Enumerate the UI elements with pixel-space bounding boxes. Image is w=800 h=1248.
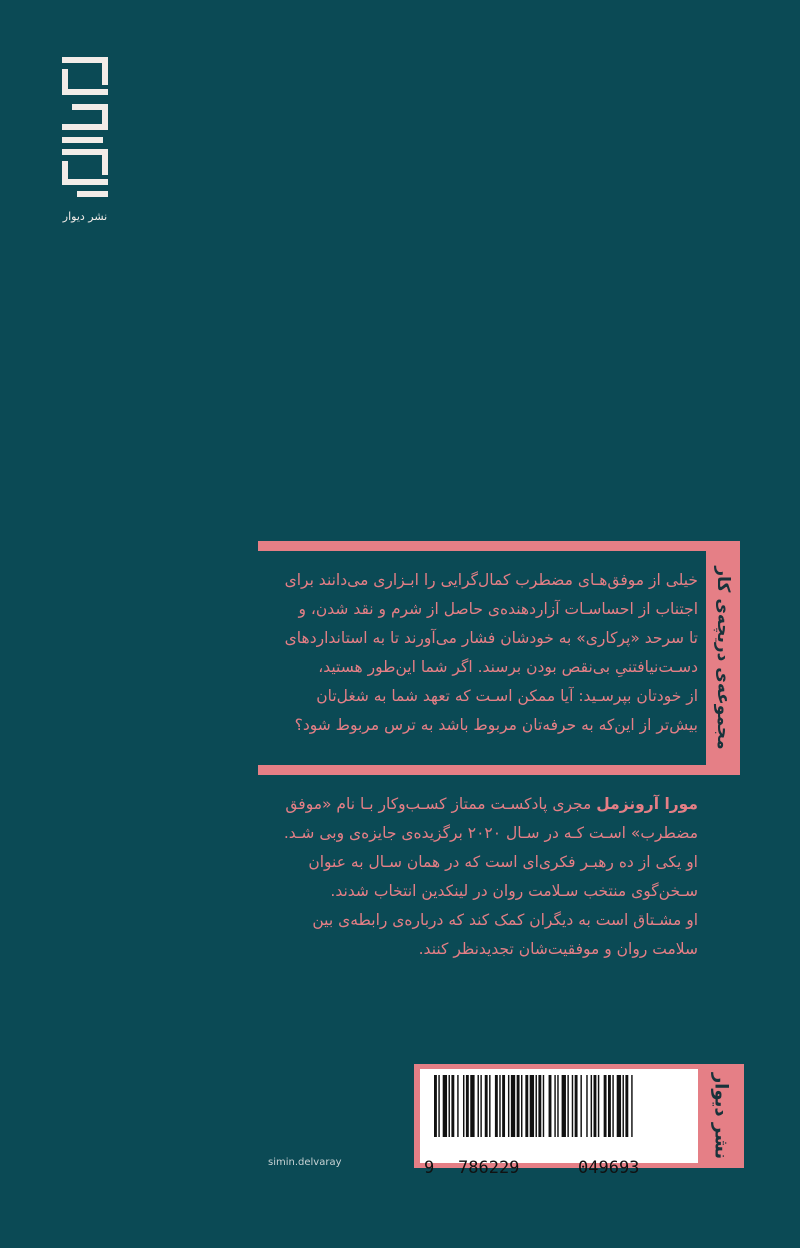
blurb-line: خیلی از موفق‌هـای مضطرب کمال‌گرایی را ابـزاری می‌دانند برای xyxy=(284,571,698,589)
barcode-bar xyxy=(478,1075,479,1137)
barcode-digit-group: 049693 xyxy=(578,1158,640,1178)
blurb-line: تا سرحد «پرکاری» به خودشان فشار می‌آورند تا به استانداردهای xyxy=(284,629,698,647)
author-bio-line: سـخن‌گوی منتخب سـلامت روان در لینکدین انتخاب شدند. xyxy=(330,882,698,900)
barcode xyxy=(420,1069,698,1178)
barcode-bar xyxy=(521,1075,522,1137)
author-bio-line: سلامت روان و موفقیت‌شان تجدیدنظر کنند. xyxy=(418,940,698,958)
barcode-bar xyxy=(594,1075,597,1137)
author-name: مورا آرونزمل xyxy=(596,795,698,813)
barcode-bar xyxy=(530,1075,534,1137)
barcode-bar xyxy=(463,1075,464,1137)
blurb-line: دسـت‌نیافتنیِ بی‌نقص بودن برسند. اگر شما این‌طور هستید، xyxy=(318,658,698,676)
barcode-publisher xyxy=(698,1064,744,1168)
barcode-bar xyxy=(499,1075,500,1137)
author-bio xyxy=(258,790,698,964)
barcode-bar xyxy=(543,1075,544,1137)
series-bar xyxy=(706,541,740,775)
publisher-logo xyxy=(60,52,110,202)
barcode-bar xyxy=(608,1075,611,1137)
barcode-bar xyxy=(557,1075,558,1137)
barcode-bar xyxy=(598,1075,599,1137)
barcode-bar xyxy=(434,1075,437,1137)
barcode-publisher-label: نشر دیوار xyxy=(710,1072,732,1160)
barcode-bar xyxy=(457,1075,458,1137)
barcode-bar xyxy=(572,1075,573,1137)
author-bio-line: مضطرب» اسـت کـه در سـال ۲۰۲۰ برگزیده‌ی جایزه‌ی وبی شـد. xyxy=(283,824,698,842)
barcode-digit-group: 786229 xyxy=(458,1158,520,1178)
barcode-bar xyxy=(591,1075,592,1137)
blurb-line: اجتناب از احساسـات آزاردهنده‌ی حاصل از شرم و نقد شدن، و xyxy=(298,600,698,618)
barcode-bars xyxy=(434,1075,684,1137)
author-bio-line: او مشـتاق است به دیگران کمک کند که درباره‌ی رابطه‌ی بین xyxy=(312,911,698,929)
barcode-bar xyxy=(443,1075,447,1137)
barcode-bar xyxy=(449,1075,450,1137)
barcode-bar xyxy=(489,1075,490,1137)
designer-handle: simin.delvaray xyxy=(268,1157,342,1168)
barcode-bar xyxy=(495,1075,498,1137)
barcode-bar xyxy=(562,1075,566,1137)
barcode-bar xyxy=(480,1075,481,1137)
series-label: مجموعه‌ی دریچه‌ی کار xyxy=(713,566,733,750)
author-bio-line: او یکی از ده رهبـر فکری‌ای است که در همان سـال به عنوان xyxy=(308,853,698,871)
barcode-bar xyxy=(604,1075,607,1137)
barcode-bar xyxy=(517,1075,520,1137)
barcode-bar xyxy=(508,1075,509,1137)
barcode-bar xyxy=(612,1075,613,1137)
panel-bottom-line xyxy=(258,765,706,775)
barcode-box xyxy=(414,1064,744,1178)
barcode-bar xyxy=(580,1075,581,1137)
barcode-bar xyxy=(549,1075,552,1137)
barcode-bar xyxy=(623,1075,624,1137)
barcode-bar xyxy=(470,1075,474,1137)
barcode-bar xyxy=(631,1075,632,1137)
barcode-bar xyxy=(451,1075,454,1137)
publisher-subtitle: نشر دیوار xyxy=(62,210,108,223)
divar-logo-icon xyxy=(60,52,110,202)
blurb-paragraph xyxy=(258,566,698,740)
barcode-bar xyxy=(485,1075,488,1137)
barcode-bar xyxy=(502,1075,505,1137)
barcode-bar xyxy=(525,1075,528,1137)
barcode-bar xyxy=(554,1075,555,1137)
barcode-bar xyxy=(575,1075,578,1137)
barcode-bar xyxy=(538,1075,541,1137)
barcode-bar xyxy=(536,1075,537,1137)
blurb-line: از خودتان بپرسـید: آیا ممکن اسـت که تعهد شما به شغل‌تان xyxy=(316,687,698,705)
barcode-bar xyxy=(438,1075,439,1137)
panel-top-line xyxy=(258,541,706,551)
author-bio-line: مورا آرونزمل مجری پادکسـت ممتاز کسـب‌وکار بـا نام «موفق xyxy=(285,795,698,813)
barcode-bar xyxy=(511,1075,515,1137)
barcode-bar xyxy=(567,1075,568,1137)
barcode-bar xyxy=(466,1075,469,1137)
barcode-digit-group: 9 xyxy=(424,1158,435,1178)
barcode-bar xyxy=(586,1075,587,1137)
barcode-bar xyxy=(625,1075,628,1137)
blurb-line: بیش‌تر از این‌که به حرفه‌تان مربوط باشد به ترس مربوط شود؟ xyxy=(294,716,698,734)
barcode-bar xyxy=(617,1075,621,1137)
